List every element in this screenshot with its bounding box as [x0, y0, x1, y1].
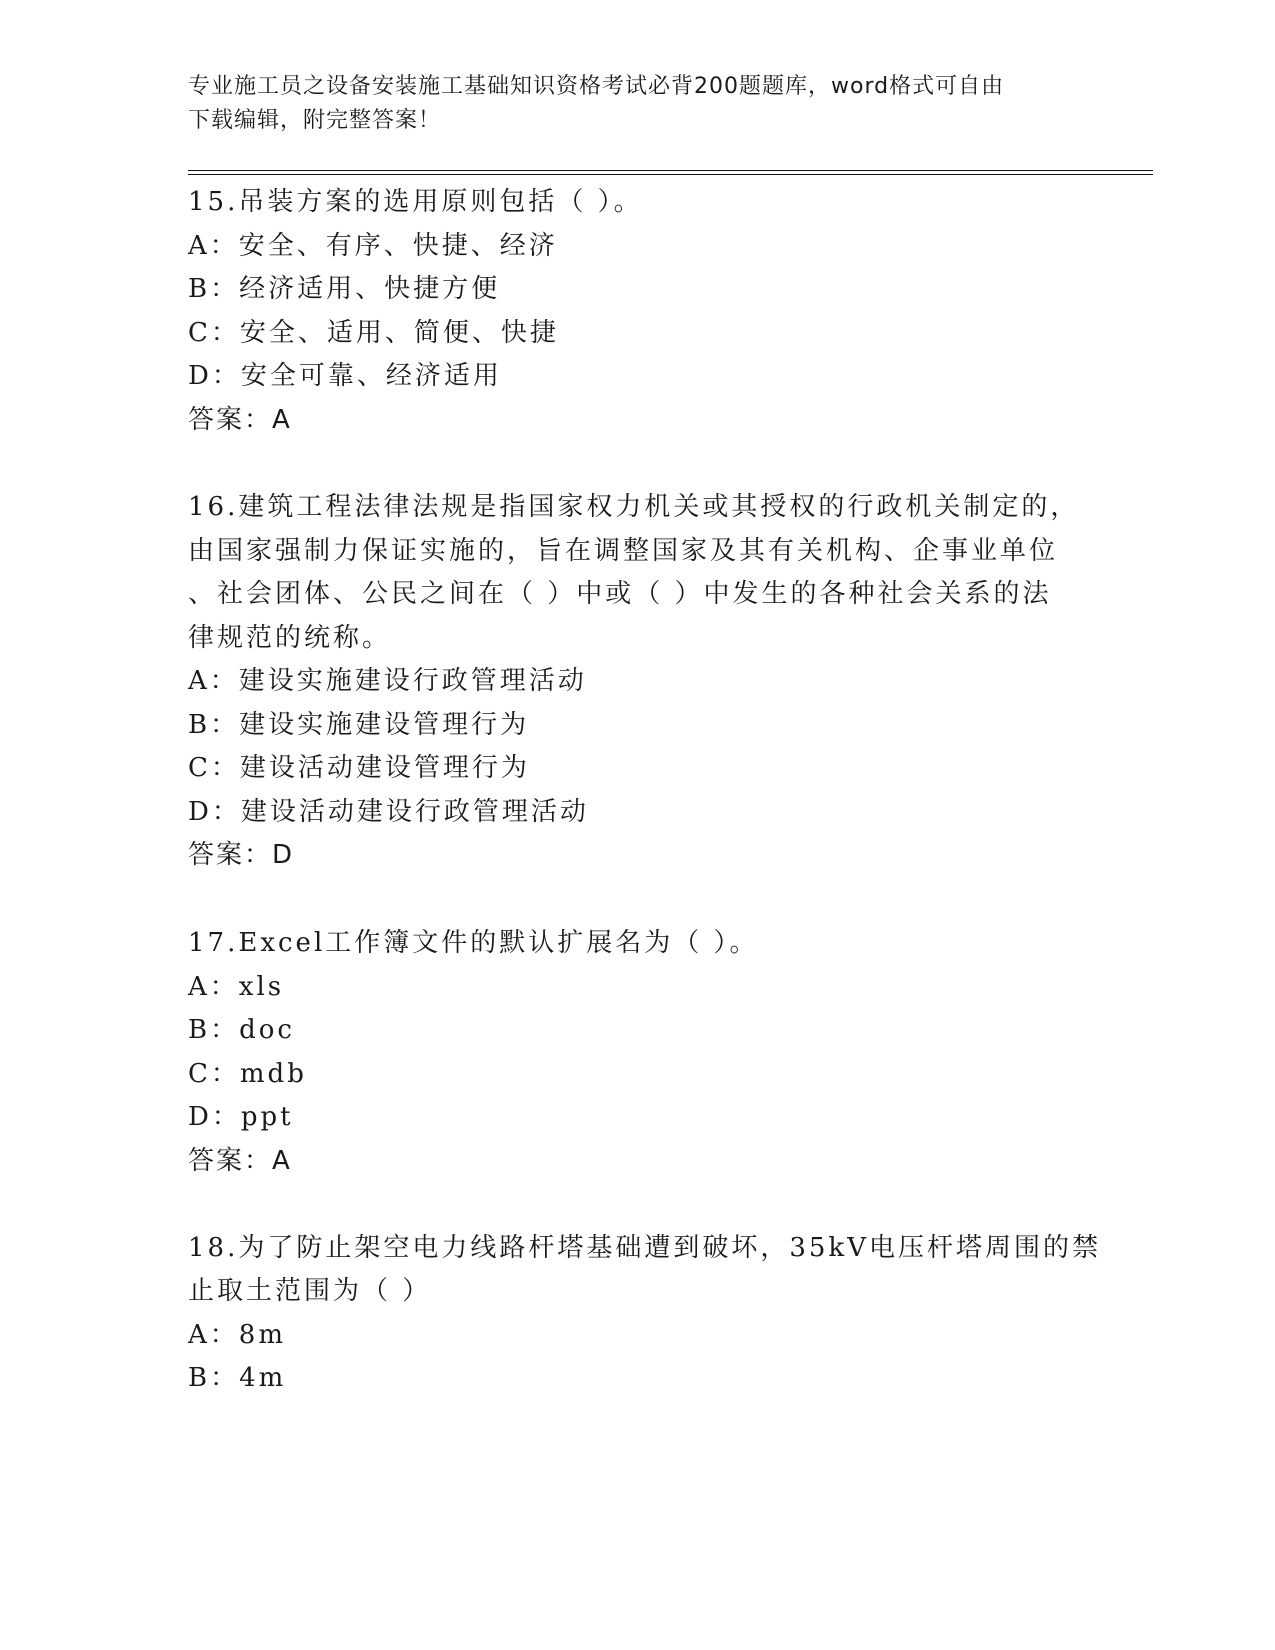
- question-17-answer: 答案：A: [188, 1146, 292, 1176]
- question-18-stem-line-2: 止取土范围为（ ）: [188, 1276, 432, 1306]
- question-16-option-c: C：建设活动建设管理行为: [188, 753, 530, 783]
- header-title-line-2: 下载编辑，附完整答案！: [188, 108, 442, 133]
- question-16-option-d: D：建设活动建设行政管理活动: [188, 797, 589, 827]
- question-18-option-b: B：4m: [188, 1363, 287, 1393]
- question-17-option-c: C：mdb: [188, 1059, 307, 1089]
- question-17-option-a: A：xls: [188, 972, 285, 1002]
- question-16-option-a: A：建设实施建设行政管理活动: [188, 666, 587, 696]
- question-18-option-a: A：8m: [188, 1320, 286, 1350]
- question-16-stem-line-2: 由国家强制力保证实施的，旨在调整国家及其有关机构、企事业单位: [188, 536, 1059, 566]
- question-16-stem-line-3: 、社会团体、公民之间在（ ）中或（ ）中发生的各种社会关系的法: [188, 579, 1052, 609]
- question-15-answer: 答案：A: [188, 405, 292, 435]
- question-16-option-b: B：建设实施建设管理行为: [188, 710, 530, 740]
- question-16-stem-line-1: 16.建筑工程法律法规是指国家权力机关或其授权的行政机关制定的，: [188, 492, 1080, 522]
- question-15-option-b: B：经济适用、快捷方便: [188, 274, 501, 304]
- question-16-stem-line-4: 律规范的统称。: [188, 623, 392, 653]
- question-15-stem: 15.吊装方案的选用原则包括（ ）。: [188, 187, 643, 217]
- question-18-stem-line-1: 18.为了防止架空电力线路杆塔基础遭到破坏，35kV电压杆塔周围的禁: [188, 1233, 1101, 1263]
- question-16-answer: 答案：D: [188, 840, 295, 870]
- question-15-option-d: D：安全可靠、经济适用: [188, 361, 502, 391]
- header-divider-top: [188, 170, 1153, 171]
- question-17-option-b: B：doc: [188, 1015, 295, 1045]
- question-15-option-a: A：安全、有序、快捷、经济: [188, 231, 558, 261]
- header-title-line-1: 专业施工员之设备安装施工基础知识资格考试必背200题题库，word格式可自由: [188, 74, 1005, 99]
- question-17-option-d: D：ppt: [188, 1102, 294, 1132]
- header-divider-bottom: [188, 174, 1153, 175]
- question-15-option-c: C：安全、适用、简便、快捷: [188, 318, 559, 348]
- question-17-stem: 17.Excel工作簿文件的默认扩展名为（ ）。: [188, 928, 759, 958]
